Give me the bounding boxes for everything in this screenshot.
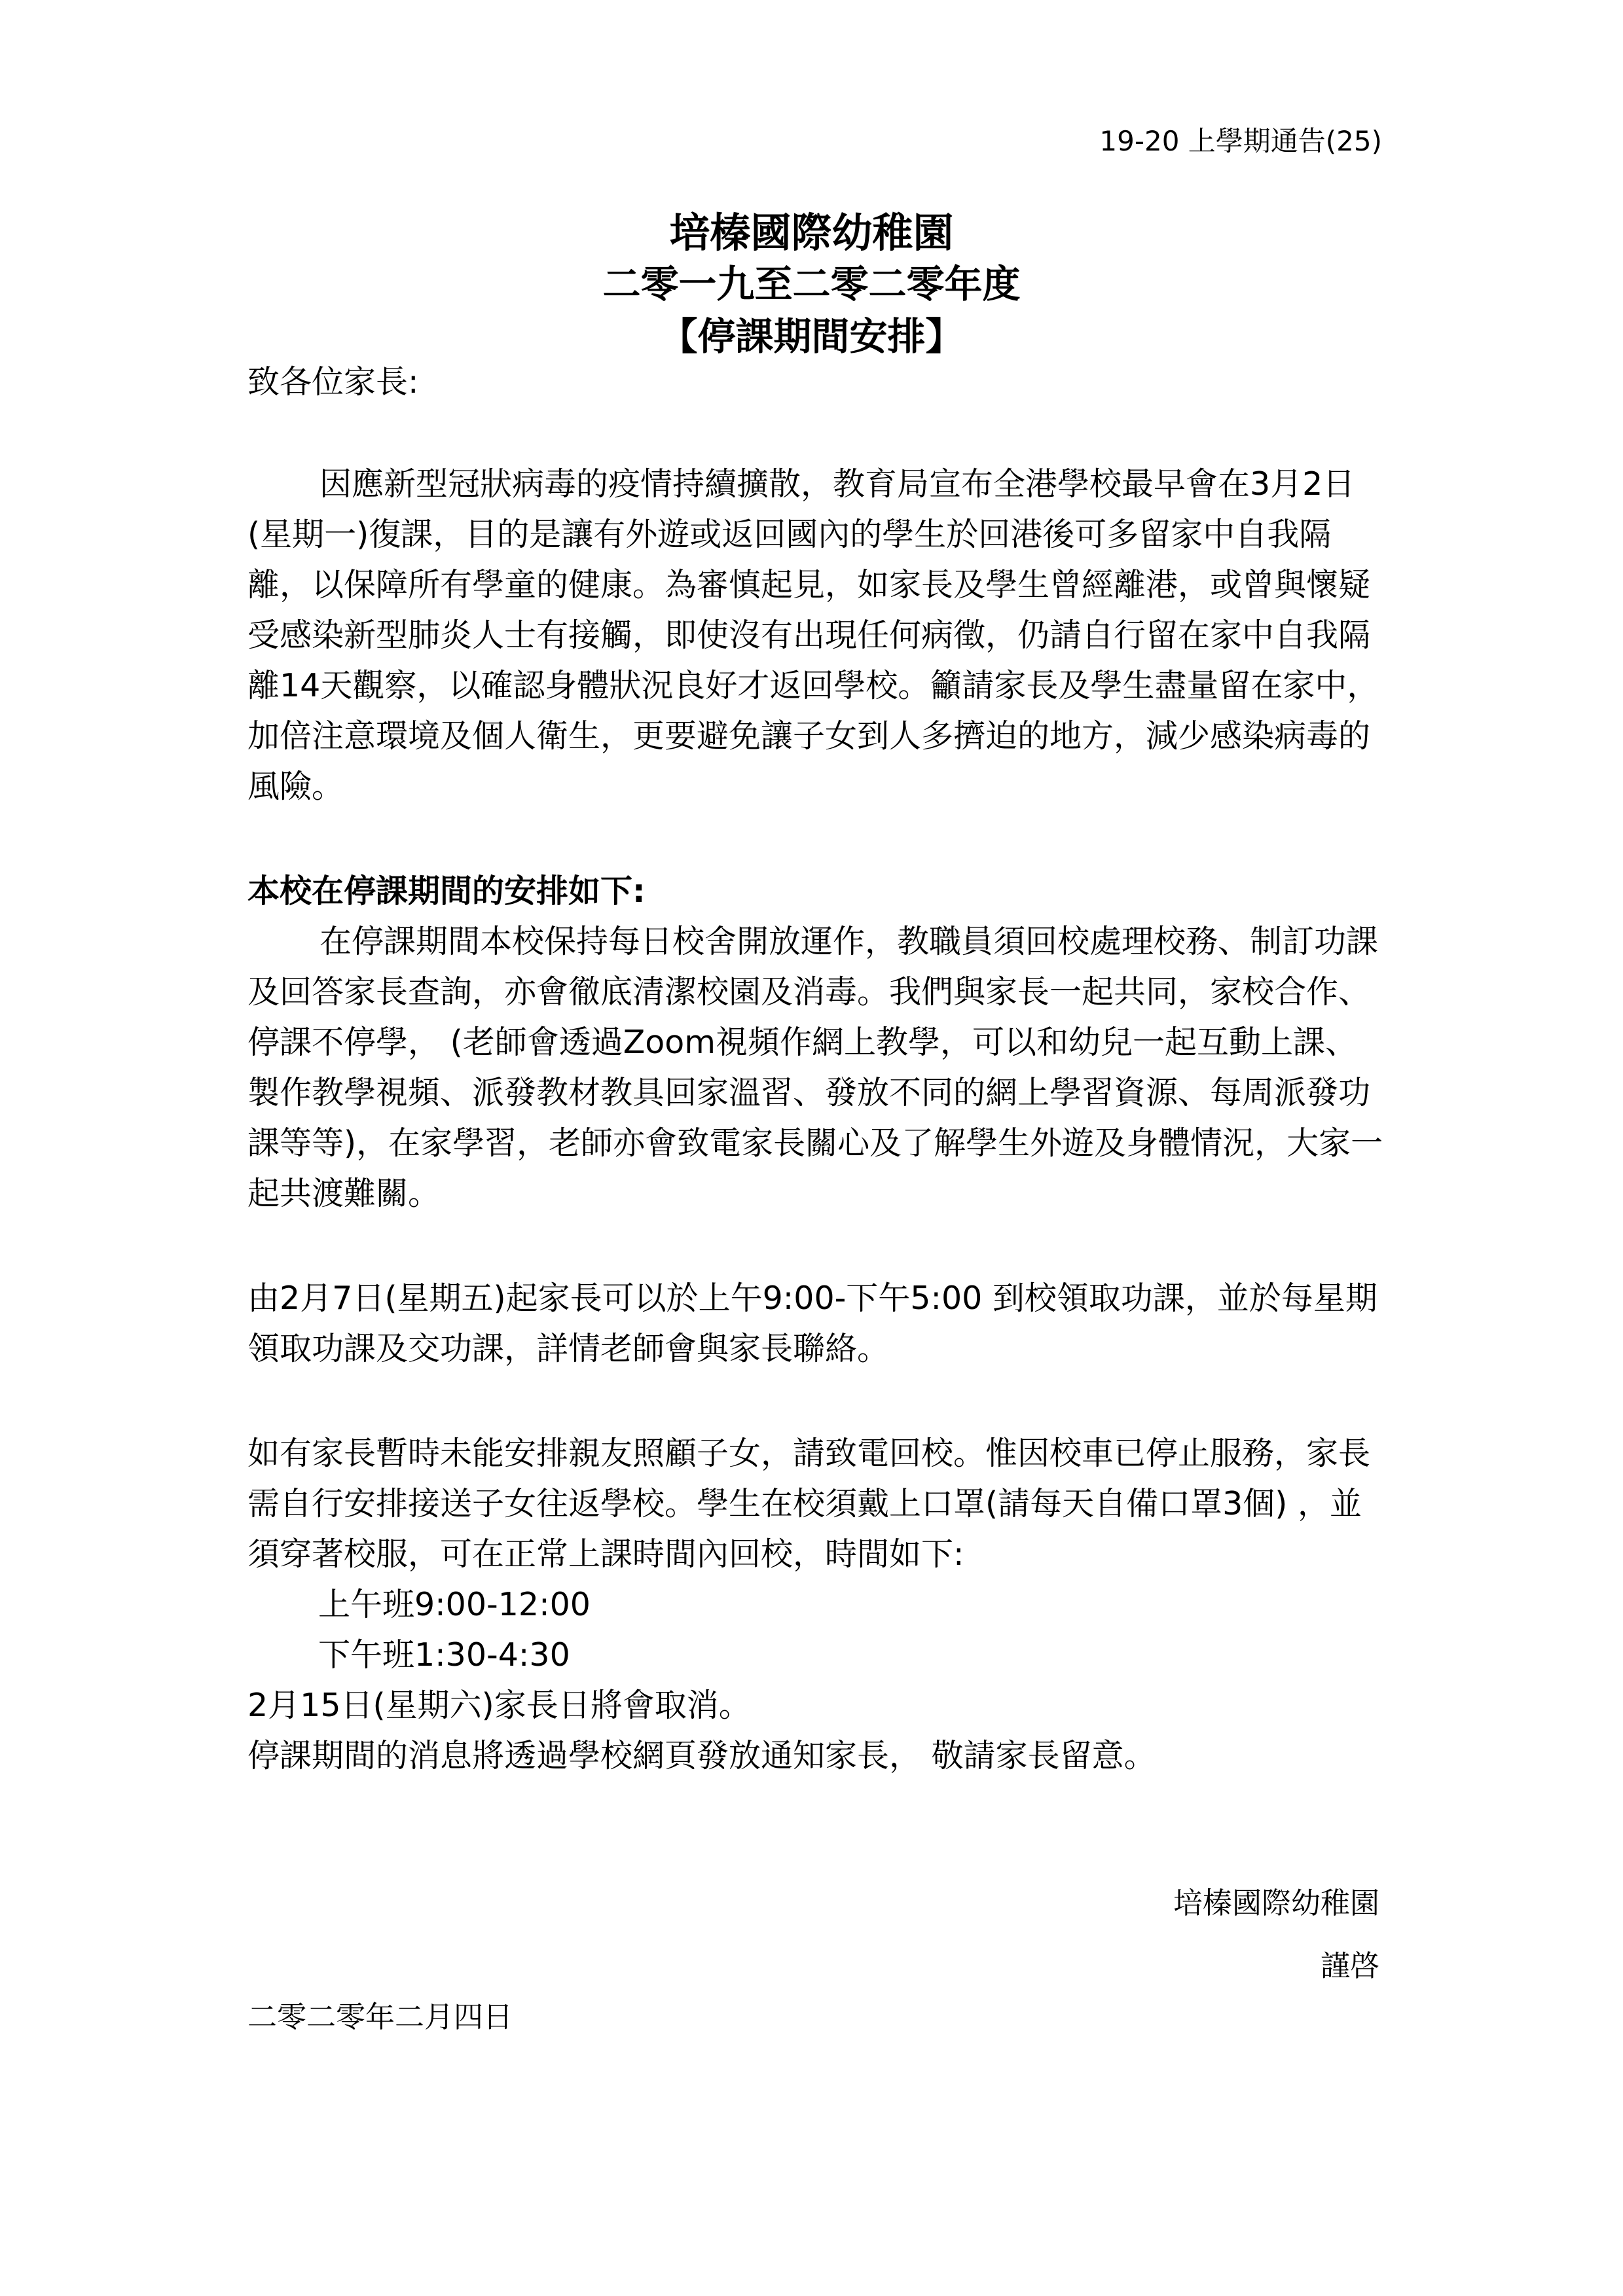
signature-school: 培榛國際幼稚園: [1173, 1886, 1379, 1920]
notice-subject-title: 【停課期間安排】: [659, 314, 964, 359]
school-name-title: 培榛國際幼稚園: [669, 209, 954, 257]
signature-block: [1173, 1872, 1379, 1998]
paragraph-arrangement: 在停課期間本校保持每日校舍開放運作，教職員須回校處理校務、制訂功課及回答家長查詢，亦會徹底清潔校園及消毒。我們與家長一起共同，家校合作、停課不停學， (老師會透過Zoom視頻作網上教學，可以和幼兒一起互動上課、製作教學視頻、派發教材教具回家溫習、發放不同的網上學習資源、每周派發功課等等)，在家學習，老師亦會致電家長關心及了解學生外遊及身體情況，大家一起共渡難關。: [247, 923, 1383, 1212]
arrangement-heading: 本校在停課期間的安排如下:: [247, 872, 646, 910]
parents-day-note: 2月15日(星期六)家長日將會取消。: [247, 1687, 751, 1724]
schedule-pm: 下午班1:30-4:30: [318, 1636, 570, 1674]
school-year-title: 二零一九至二零二零年度: [602, 262, 1021, 306]
paragraph-homework: 由2月7日(星期五)起家長可以於上午9:00-下午5:00 到校領取功課，並於每星期領取功課及交功課，詳情老師會與家長聯絡。: [247, 1280, 1377, 1367]
closing-note: 停課期間的消息將透過學校網頁發放通知家長， 敬請家長留意。: [247, 1737, 1156, 1774]
notice-number: 19-20 上學期通告(25): [1099, 125, 1382, 157]
notice-date: 二零二零年二月四日: [247, 2000, 513, 2034]
salutation: 致各位家長:: [247, 363, 419, 401]
notice-body: [247, 357, 1387, 1781]
schedule-am: 上午班9:00-12:00: [318, 1586, 591, 1623]
paragraph-background: 因應新型冠狀病毒的疫情持續擴散，教育局宣布全港學校最早會在3月2日(星期一)復課，目的是讓有外遊或返回國內的學生於回港後可多留家中自我隔離，以保障所有學童的健康。為審慎起見，如家長及學生曾經離港，或曾與懷疑受感染新型肺炎人士有接觸，即使沒有出現任何病徵，仍請自行留在家中自我隔離14天觀察，以確認身體狀況良好才返回學校。籲請家長及學生盡量留在家中，加倍注意環境及個人衛生，更要避免讓子女到人多擠迫的地方，減少感染病毒的風險。: [247, 465, 1379, 805]
signature-closing: 謹啓: [1320, 1948, 1379, 1983]
paragraph-care-arrangement: 如有家長暫時未能安排親友照顧子女，請致電回校。惟因校車已停止服務，家長需自行安排接送子女往返學校。學生在校須戴上口罩(請每天自備口罩3個) ，並須穿著校服，可在正常上課時間內回校，時間如下:: [247, 1435, 1371, 1573]
notice-title: [0, 208, 1623, 363]
